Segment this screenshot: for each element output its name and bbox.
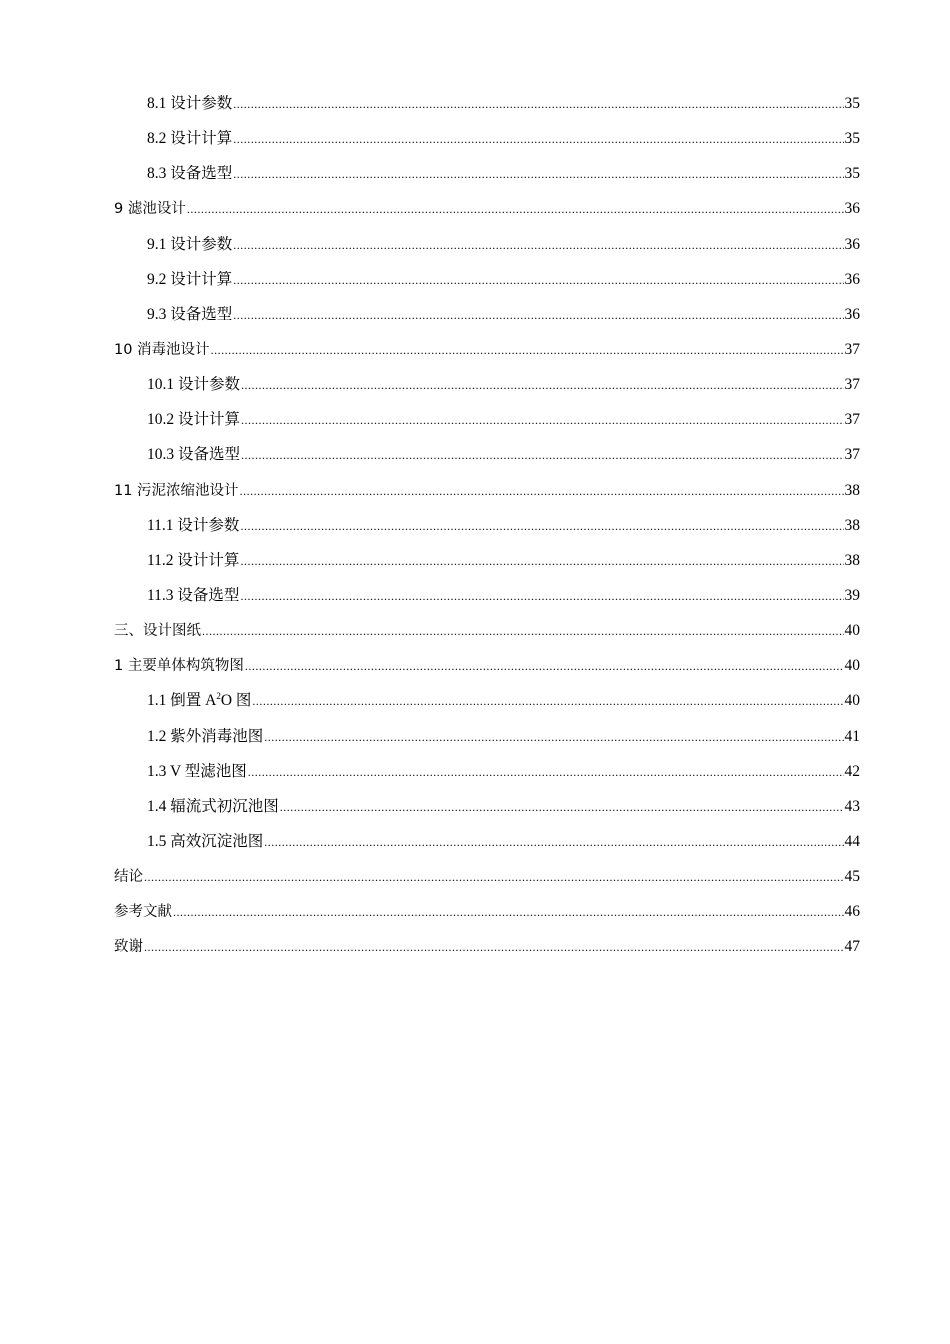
toc-entry-title: 11.3 设备选型 (147, 586, 240, 604)
toc-dot-leader (211, 333, 844, 368)
toc-entry[interactable] (114, 894, 860, 929)
toc-entry-title: 1 主要单体构筑物图 (114, 658, 244, 675)
toc-entry-title: 1.5 高效沉淀池图 (147, 832, 264, 850)
toc-entry-page: 36 (844, 270, 860, 288)
toc-dot-leader (233, 298, 843, 333)
toc-entry[interactable] (114, 648, 860, 683)
toc-entry-page: 43 (844, 797, 860, 815)
toc-entry-title: 致谢 (114, 939, 143, 956)
toc-dot-leader (248, 755, 844, 790)
toc-dot-leader (240, 579, 843, 614)
toc-entry-page: 41 (844, 727, 860, 745)
toc-entry-title: 1.2 紫外消毒池图 (147, 727, 264, 745)
toc-entry[interactable] (114, 929, 860, 964)
toc-entry[interactable] (114, 121, 860, 156)
toc-dot-leader (280, 790, 844, 825)
toc-entry[interactable] (114, 754, 860, 789)
toc-entry[interactable] (114, 332, 860, 367)
toc-entry-page: 38 (844, 481, 860, 499)
toc-entry-title (147, 683, 251, 718)
toc-entry-title: 9 滤池设计 (114, 201, 186, 218)
toc-dot-leader (233, 157, 843, 192)
toc-entry-title: 8.2 设计计算 (147, 130, 233, 148)
toc-entry-title: 10.3 设备选型 (147, 446, 241, 464)
toc-entry-page: 38 (844, 516, 860, 534)
toc-entry-page: 37 (844, 340, 860, 358)
toc-dot-leader (202, 614, 844, 649)
toc-entry-title-suffix: O 图 (220, 692, 252, 710)
toc-entry-title: 11.2 设计计算 (147, 551, 240, 569)
toc-dot-leader (187, 192, 844, 227)
toc-entry[interactable] (114, 262, 860, 297)
toc-entry-page: 42 (844, 762, 860, 780)
toc-entry-title: 10 消毒池设计 (114, 341, 210, 358)
toc-entry-title-prefix: 1.1 倒置 A (147, 692, 217, 710)
toc-entry[interactable] (114, 473, 860, 508)
toc-entry[interactable] (114, 227, 860, 262)
toc-dot-leader (252, 684, 843, 719)
toc-entry[interactable] (114, 367, 860, 402)
toc-entry-page: 44 (844, 832, 860, 850)
toc-entry[interactable] (114, 824, 860, 859)
toc-dot-leader (144, 930, 844, 965)
toc-entry-title: 三、设计图纸 (114, 623, 201, 640)
toc-entry-page: 38 (844, 551, 860, 569)
toc-entry-page: 40 (844, 622, 860, 640)
toc-entry[interactable] (114, 508, 860, 543)
toc-entry-page: 36 (844, 200, 860, 218)
toc-dot-leader (241, 403, 843, 438)
toc-dot-leader (240, 509, 843, 544)
toc-entry[interactable] (114, 156, 860, 191)
toc-entry[interactable] (114, 297, 860, 332)
toc-entry-page: 35 (844, 95, 860, 112)
toc-entry-page: 40 (844, 692, 860, 710)
toc-entry-page: 36 (844, 305, 860, 323)
toc-entry[interactable] (114, 859, 860, 894)
toc-dot-leader (264, 825, 843, 860)
toc-dot-leader (241, 438, 843, 473)
toc-entry-title: 1.4 辐流式初沉池图 (147, 797, 279, 815)
toc-entry[interactable] (114, 402, 860, 437)
toc-entry-title: 9.2 设计计算 (147, 270, 233, 288)
toc-entry[interactable] (114, 613, 860, 648)
toc-dot-leader (241, 368, 843, 403)
toc-entry-page: 45 (844, 868, 860, 886)
toc-entry[interactable] (114, 719, 860, 754)
toc-entry-page: 40 (844, 657, 860, 675)
toc-dot-leader (173, 895, 844, 930)
toc-dot-leader (233, 122, 843, 157)
toc-dot-leader (233, 263, 843, 298)
toc-dot-leader (233, 87, 843, 122)
toc-entry-title: 9.3 设备选型 (147, 305, 233, 323)
toc-dot-leader (240, 544, 843, 579)
toc-entry[interactable] (114, 683, 860, 718)
toc-entry-title: 11.1 设计参数 (147, 516, 240, 534)
toc-entry-page: 37 (844, 376, 860, 394)
toc-entry-title: 9.1 设计参数 (147, 235, 233, 253)
table-of-contents (114, 86, 860, 965)
superscript-2: 2 (216, 691, 221, 702)
toc-entry-page: 46 (844, 903, 860, 921)
toc-entry-title: 10.2 设计计算 (147, 411, 241, 429)
toc-entry-page: 35 (844, 130, 860, 148)
toc-entry-page: 37 (844, 411, 860, 429)
toc-dot-leader (233, 228, 843, 263)
toc-dot-leader (144, 860, 844, 895)
toc-entry[interactable] (114, 789, 860, 824)
toc-dot-leader (264, 720, 843, 755)
toc-entry-title: 8.3 设备选型 (147, 165, 233, 183)
toc-entry-title: 8.1 设计参数 (147, 95, 233, 112)
toc-entry-page: 35 (844, 165, 860, 183)
toc-entry-title: 结论 (114, 869, 143, 886)
toc-entry[interactable] (114, 578, 860, 613)
toc-dot-leader (240, 474, 844, 509)
toc-entry[interactable] (114, 191, 860, 226)
toc-entry[interactable] (114, 543, 860, 578)
toc-entry-page: 36 (844, 235, 860, 253)
toc-entry-page: 47 (844, 938, 860, 956)
toc-entry-page: 39 (844, 586, 860, 604)
toc-entry[interactable] (114, 437, 860, 472)
toc-entry-title: 1.3 V 型滤池图 (147, 762, 247, 780)
toc-entry-title: 10.1 设计参数 (147, 376, 241, 394)
toc-entry-title: 参考文献 (114, 904, 172, 921)
toc-entry-title: 11 污泥浓缩池设计 (114, 482, 239, 499)
toc-entry-page: 37 (844, 446, 860, 464)
toc-dot-leader (245, 649, 844, 684)
toc-entry[interactable] (114, 86, 860, 121)
